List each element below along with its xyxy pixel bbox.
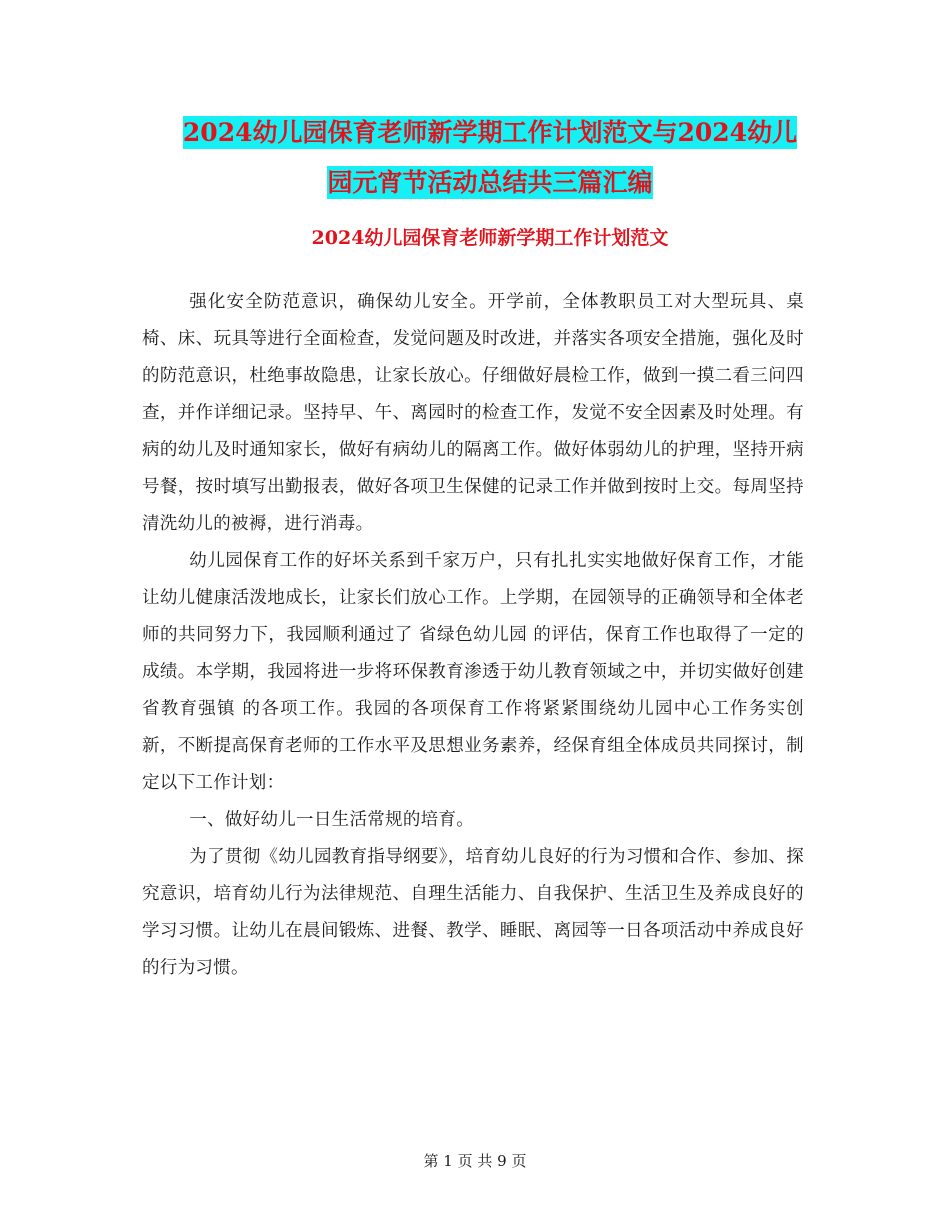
section-title: 2024幼儿园保育老师新学期工作计划范文 bbox=[311, 227, 669, 249]
paragraph-routine: 为了贯彻《幼儿园教育指导纲要》，培育幼儿良好的行为习惯和合作、参加、探究意识，培育幼儿行为法律规范、自理生活能力、自我保护、生活卫生及养成良好的学习习惯。让幼儿在晨间锻炼、进餐、教学、睡眠、离园等一日各项活动中养成良好的行为习惯。 bbox=[142, 847, 804, 978]
document-title bbox=[140, 108, 840, 208]
page-number-footer: 第 1 页 共 9 页 bbox=[423, 1152, 527, 1170]
paragraph-heading-1: 一、做好幼儿一日生活常规的培育。 bbox=[189, 810, 475, 830]
paragraph-safety: 强化安全防范意识，确保幼儿安全。开学前，全体教职员工对大型玩具、桌椅、床、玩具等进行全面检查，发觉问题及时改进，并落实各项安全措施，强化及时的防范意识，杜绝事故隐患，让家长放心。仔细做好晨检工作，做到一摸二看三问四查，并作详细记录。坚持早、午、离园时的检查工作，发觉不安全因素及时处理。有病的幼儿及时通知家长，做好有病幼儿的隔离工作。做好体弱幼儿的护理，坚持开病号餐，按时填写出勤报表，做好各项卫生保健的记录工作并做到按时上交。每周坚持清洗幼儿的被褥，进行消毒。 bbox=[142, 292, 804, 534]
document-body bbox=[142, 284, 804, 987]
paragraph-intro: 幼儿园保育工作的好坏关系到千家万户，只有扎扎实实地做好保育工作，才能让幼儿健康活泼地成长，让家长们放心工作。上学期，在园领导的正确领导和全体老师的共同努力下，我园顺利通过了 省绿色幼儿园 的评估，保育工作也取得了一定的成绩。本学期，我园将进一步将环保教育渗透于幼儿教育领域之中，并切实做好创建 省教育强镇 的各项工作。我园的各项保育工作将紧紧围绕幼儿园中心工作务实创新，不断提高保育老师的工作水平及思想业务素养，经保育组全体成员共同探讨，制定以下工作计划： bbox=[142, 551, 804, 793]
document-title-line-1: 2024幼儿园保育老师新学期工作计划范文与2024幼儿 bbox=[182, 118, 798, 147]
document-title-line-2: 园元宵节活动总结共三篇汇编 bbox=[327, 168, 653, 197]
